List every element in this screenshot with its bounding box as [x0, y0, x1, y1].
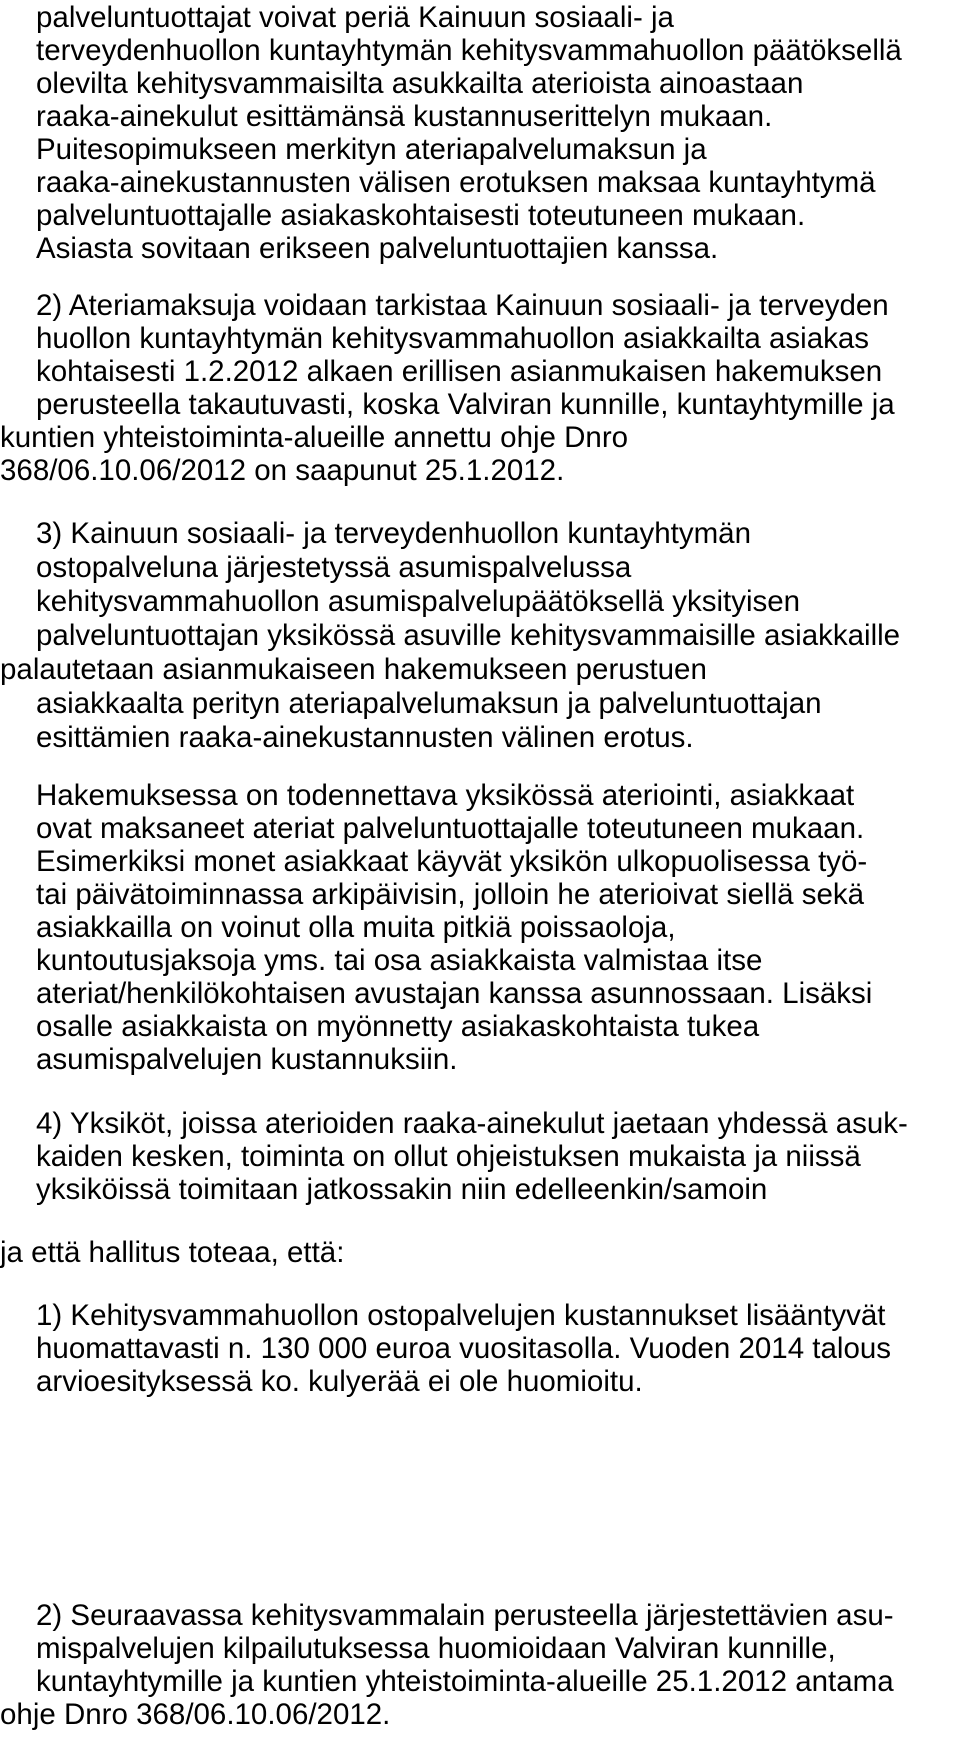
- text-line: ostopalveluna järjestetyssä asumispalvelussa: [36, 551, 632, 584]
- text-line: Asiasta sovitaan erikseen palveluntuottajien kanssa.: [36, 232, 719, 265]
- text-line: kehitysvammahuollon asumispalvelupäätöksellä yksityisen: [36, 585, 801, 618]
- text-line: ateriat/henkilökohtaisen avustajan kanssa asunnossaan. Lisäksi: [36, 977, 873, 1010]
- text-line: terveydenhuollon kuntayhtymän kehitysvammahuollon päätöksellä: [36, 34, 902, 67]
- text-line: arvioesityksessä ko. kulуerää ei ole huomioitu.: [36, 1365, 643, 1398]
- text-line: asumispalvelujen kustannuksiin.: [36, 1043, 458, 1076]
- text-line: ja että hallitus toteaa, että:: [0, 1236, 345, 1269]
- text-line: tai päivätoiminnassa arkipäivisin, jolloin he aterioivat siellä sekä: [36, 878, 865, 911]
- text-line: kaiden kesken, toiminta on ollut ohjeistuksen mukaista ja niissä: [36, 1140, 861, 1173]
- text-line: 4) Yksiköt, joissa aterioiden raaka-ainekulut jaetaan yhdessä asuk-: [36, 1107, 908, 1140]
- text-line: palveluntuottajan yksikössä asuville kehitysvammaisille asiakkaille: [36, 619, 901, 652]
- text-line: kuntayhtymille ja kuntien yhteistoiminta-alueille 25.1.2012 antama: [36, 1665, 894, 1698]
- text-line: kuntien yhteistoiminta-alueille annettu ohje Dnro: [0, 421, 629, 454]
- text-line: kohtaisesti 1.2.2012 alkaen erillisen asianmukaisen hakemuksen: [36, 355, 883, 388]
- text-line: palveluntuottajalle asiakaskohtaisesti toteutuneen mukaan.: [36, 199, 806, 232]
- text-line: Esimerkiksi monet asiakkaat käyvät yksikön ulkopuolisessa työ-: [36, 845, 868, 878]
- text-line: asiakkaalta perityn ateriapalvelumaksun ja palveluntuottajan: [36, 687, 822, 720]
- text-line: 368/06.10.06/2012 on saapunut 25.1.2012.: [0, 454, 565, 487]
- text-line: 2) Ateriamaksuja voidaan tarkistaa Kainuun sosiaali- ja terveyden: [36, 289, 889, 322]
- text-line: huomattavasti n. 130 000 euroa vuositasolla. Vuoden 2014 talous: [36, 1332, 892, 1365]
- text-line: 2) Seuraavassa kehitysvammalain perusteella järjestettävien asu-: [36, 1599, 894, 1632]
- text-line: 3) Kainuun sosiaali- ja terveydenhuollon kuntayhtymän: [36, 517, 751, 550]
- text-line: huollon kuntayhtymän kehitysvammahuollon asiakkailta asiakas: [36, 322, 870, 355]
- text-line: olevilta kehitysvammaisilta asukkailta aterioista ainoastaan: [36, 67, 804, 100]
- text-line: ohje Dnro 368/06.10.06/2012.: [0, 1698, 391, 1731]
- text-line: perusteella takautuvasti, koska Valviran kunnille, kuntayhtymille ja: [36, 388, 895, 421]
- text-line: asiakkailla on voinut olla muita pitkiä poissaoloja,: [36, 911, 676, 944]
- text-line: osalle asiakkaista on myönnetty asiakaskohtaista tukea: [36, 1010, 760, 1043]
- text-line: ovat maksaneet ateriat palveluntuottajalle toteutuneen mukaan.: [36, 812, 865, 845]
- text-line: palautetaan asianmukaiseen hakemukseen perustuen: [0, 653, 707, 686]
- text-line: Hakemuksessa on todennettava yksikössä ateriointi, asiakkaat: [36, 779, 855, 812]
- text-line: Puitesopimukseen merkityn ateriapalvelumaksun ja: [36, 133, 707, 166]
- text-line: 1) Kehitysvammahuollon ostopalvelujen kustannukset lisääntyvät: [36, 1299, 886, 1332]
- text-line: palveluntuottajat voivat periä Kainuun sosiaali- ja: [36, 1, 674, 34]
- text-line: kuntoutusjaksoja yms. tai osa asiakkaista valmistaa itse: [36, 944, 763, 977]
- text-line: raaka-ainekulut esittämänsä kustannuserittelyn mukaan.: [36, 100, 773, 133]
- text-line: esittämien raaka-ainekustannusten välinen erotus.: [36, 721, 694, 754]
- text-line: yksiköissä toimitaan jatkossakin niin edelleenkin/samoin: [36, 1173, 768, 1206]
- text-line: mispalvelujen kilpailutuksessa huomioidaan Valviran kunnille,: [36, 1632, 836, 1665]
- text-line: raaka-ainekustannusten välisen erotuksen maksaa kuntayhtymä: [36, 166, 876, 199]
